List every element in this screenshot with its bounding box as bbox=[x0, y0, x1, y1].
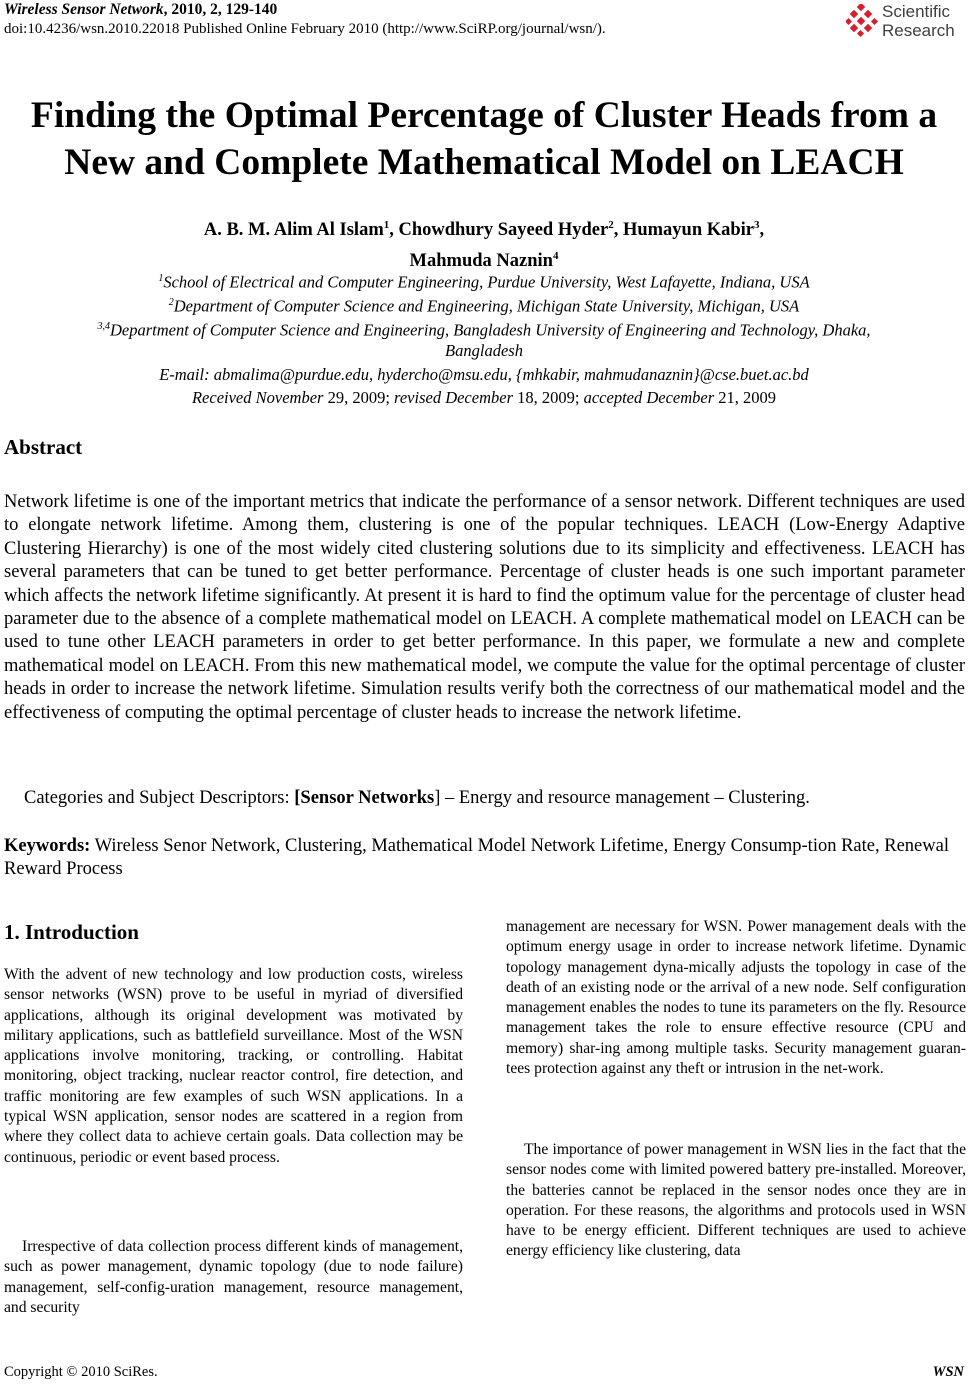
title-line-1: Finding the Optimal Percentage of Cluster Heads from a bbox=[30, 95, 938, 136]
journal-name: Wireless Sensor Network bbox=[4, 1, 164, 18]
keywords bbox=[4, 835, 965, 882]
affiliation-3-cont: Bangladesh bbox=[445, 341, 523, 360]
author-2-sup: 2 bbox=[608, 219, 614, 231]
accepted-label: accepted December bbox=[583, 388, 715, 407]
keywords-label: Keywords: bbox=[4, 836, 91, 856]
received-date: 29, 2009; bbox=[323, 388, 395, 407]
abstract-heading: Abstract bbox=[4, 435, 83, 459]
abstract-text: Network lifetime is one of the important metrics that indicate the performance of a sensor network. Different techniques are used to elongate network lifetime. Among them, clustering is one of the popular techniques. LEACH (Low-Energy Adaptive Clustering Hierarchy) is one of the most widely cited clustering solutions due to its simplicity and effectiveness. LEACH has several parameters that can be tuned to get better performance. Percentage of cluster heads is one such important parameter which affects the network lifetime significantly. At present it is hard to find the optimum value for the percentage of cluster head parameter due to the absence of a complete mathematical model on LEACH. A complete mathematical model on LEACH can be used to tune other LEACH parameters in order to get better performance. In this paper, we formulate a new and complete mathematical model on LEACH. From this new mathematical model, we compute the value for the optimal percentage of cluster heads in order to increase the network lifetime. Simulation results verify both the correctness of our mathematical model and the effectiveness of computing the optimal percentage of cluster heads to increase the network lifetime. bbox=[4, 492, 965, 723]
categories-bold: [Sensor Networks bbox=[294, 788, 435, 808]
categories-suffix: ] – Energy and resource management – Clustering. bbox=[434, 788, 810, 808]
aff-3-sup: 3,4 bbox=[97, 321, 110, 332]
email-addresses: : abmalima@purdue.edu, hydercho@msu.edu, {mhkabir, mahmudanaznin}@cse.buet.ac.bd bbox=[204, 365, 809, 384]
intro-left-paragraph-1: With the advent of new technology and low production costs, wireless sensor networks (WSN) prove to be useful in myriad of diversified applications, although its original development was motivated by military applications, such as battlefield surveillance. Most of the WSN applications involve monitoring, tracking, or controlling. Habitat monitoring, object tracking, nuclear reactor control, fire detection, and traffic monitoring are few examples of such WSN applications. In a typical WSN application, sensor nodes are scattered in a region from where they collect data to achieve certain goals. Data collection may be continuous, periodic or event based process. bbox=[4, 966, 463, 1166]
publisher-logo-text bbox=[882, 2, 955, 40]
author-1-sup: 1 bbox=[383, 219, 390, 231]
author-list bbox=[0, 212, 968, 274]
aff-2-sup: 2 bbox=[168, 297, 174, 308]
revised-label: revised December bbox=[394, 388, 513, 407]
author-3-sup: 3 bbox=[754, 219, 760, 231]
author-3-tail: , bbox=[759, 220, 765, 241]
copyright: Copyright © 2010 SciRes. bbox=[4, 1364, 158, 1380]
publisher-logo bbox=[846, 0, 964, 44]
keywords-text: Wireless Senor Network, Clustering, Mathematical Model Network Lifetime, Energy Consump-tion Rate, Renewal Reward Process bbox=[4, 836, 949, 880]
publisher-logo-icon bbox=[846, 4, 880, 38]
categories-line bbox=[24, 788, 810, 809]
journal-citation bbox=[4, 1, 277, 19]
logo-line-1: Scientific bbox=[882, 2, 951, 21]
volume-pages: , 2010, 2, 129-140 bbox=[163, 1, 278, 18]
aff-1-sup: 1 bbox=[158, 273, 164, 284]
author-2: , Chowdhury Sayeed Hyder bbox=[389, 220, 609, 241]
journal-abbrev: WSN bbox=[932, 1364, 964, 1380]
author-line-1 bbox=[0, 212, 968, 243]
intro-right-paragraph-1: management are necessary for WSN. Power management deals with the optimum energy usage in order to increase network lifetime. Dynamic topology management dyna-mically adjusts the topology in case of the death of an existing node or the arrival of a new node. Self configuration management enables the nodes to tune its parameters on the fly. Resource management takes the role to ensure effective resource (CPU and memory) shar-ing among multiple tasks. Security management guaran-tees protection against any theft or intrusion in the net-work. bbox=[506, 918, 966, 1078]
logo-line-2: Research bbox=[882, 21, 955, 40]
author-3: , Humayun Kabir bbox=[613, 220, 755, 241]
aff-3-text: Department of Computer Science and Engineering, Bangladesh University of Engineering and Technology, Dhaka, bbox=[109, 320, 871, 340]
accepted-date: 21, 2009 bbox=[714, 388, 777, 407]
aff-1-text: School of Electrical and Computer Engineering, Purdue University, West Lafayette, Indiana, USA bbox=[163, 272, 810, 292]
email-label: E-mail bbox=[159, 365, 205, 384]
categories-prefix: Categories and Subject Descriptors: bbox=[24, 788, 295, 808]
author-4: Mahmuda Naznin bbox=[409, 251, 553, 272]
affiliation-2 bbox=[0, 292, 968, 317]
intro-right-paragraph-2: The importance of power management in WSN lies in the fact that the sensor nodes come with limited powered battery pre-installed. Moreover, the batteries cannot be replaced in the sensor nodes once they are in operation. For these reasons, the algorithms and protocols used in WSN have to be energy efficient. Different techniques are used to achieve energy efficiency like clustering, data bbox=[506, 1141, 966, 1260]
aff-2-text: Department of Computer Science and Engineering, Michigan State University, Michigan, USA bbox=[173, 296, 800, 316]
dates-line bbox=[0, 387, 968, 408]
intro-left-paragraph-2: Irrespective of data collection process different kinds of management, such as power management, dynamic topology (due to node failure) management, self-config-uration management, resource management, and security bbox=[4, 1238, 463, 1316]
email-line bbox=[0, 364, 968, 385]
author-4-sup: 4 bbox=[552, 250, 559, 263]
affiliation-3 bbox=[0, 316, 968, 341]
title-line-2: New and Complete Mathematical Model on LEACH bbox=[64, 142, 904, 183]
introduction-heading: 1. Introduction bbox=[4, 920, 139, 944]
author-1: A. B. M. Alim Al Islam bbox=[203, 220, 384, 241]
affiliation-1 bbox=[0, 268, 968, 293]
paper-title bbox=[0, 92, 968, 186]
revised-date: 18, 2009; bbox=[513, 388, 584, 407]
received-label: Received November bbox=[191, 388, 324, 407]
doi-line: doi:10.4236/wsn.2010.22018 Published Online February 2010 (http://www.SciRP.org/journal/wsn/). bbox=[4, 21, 606, 37]
